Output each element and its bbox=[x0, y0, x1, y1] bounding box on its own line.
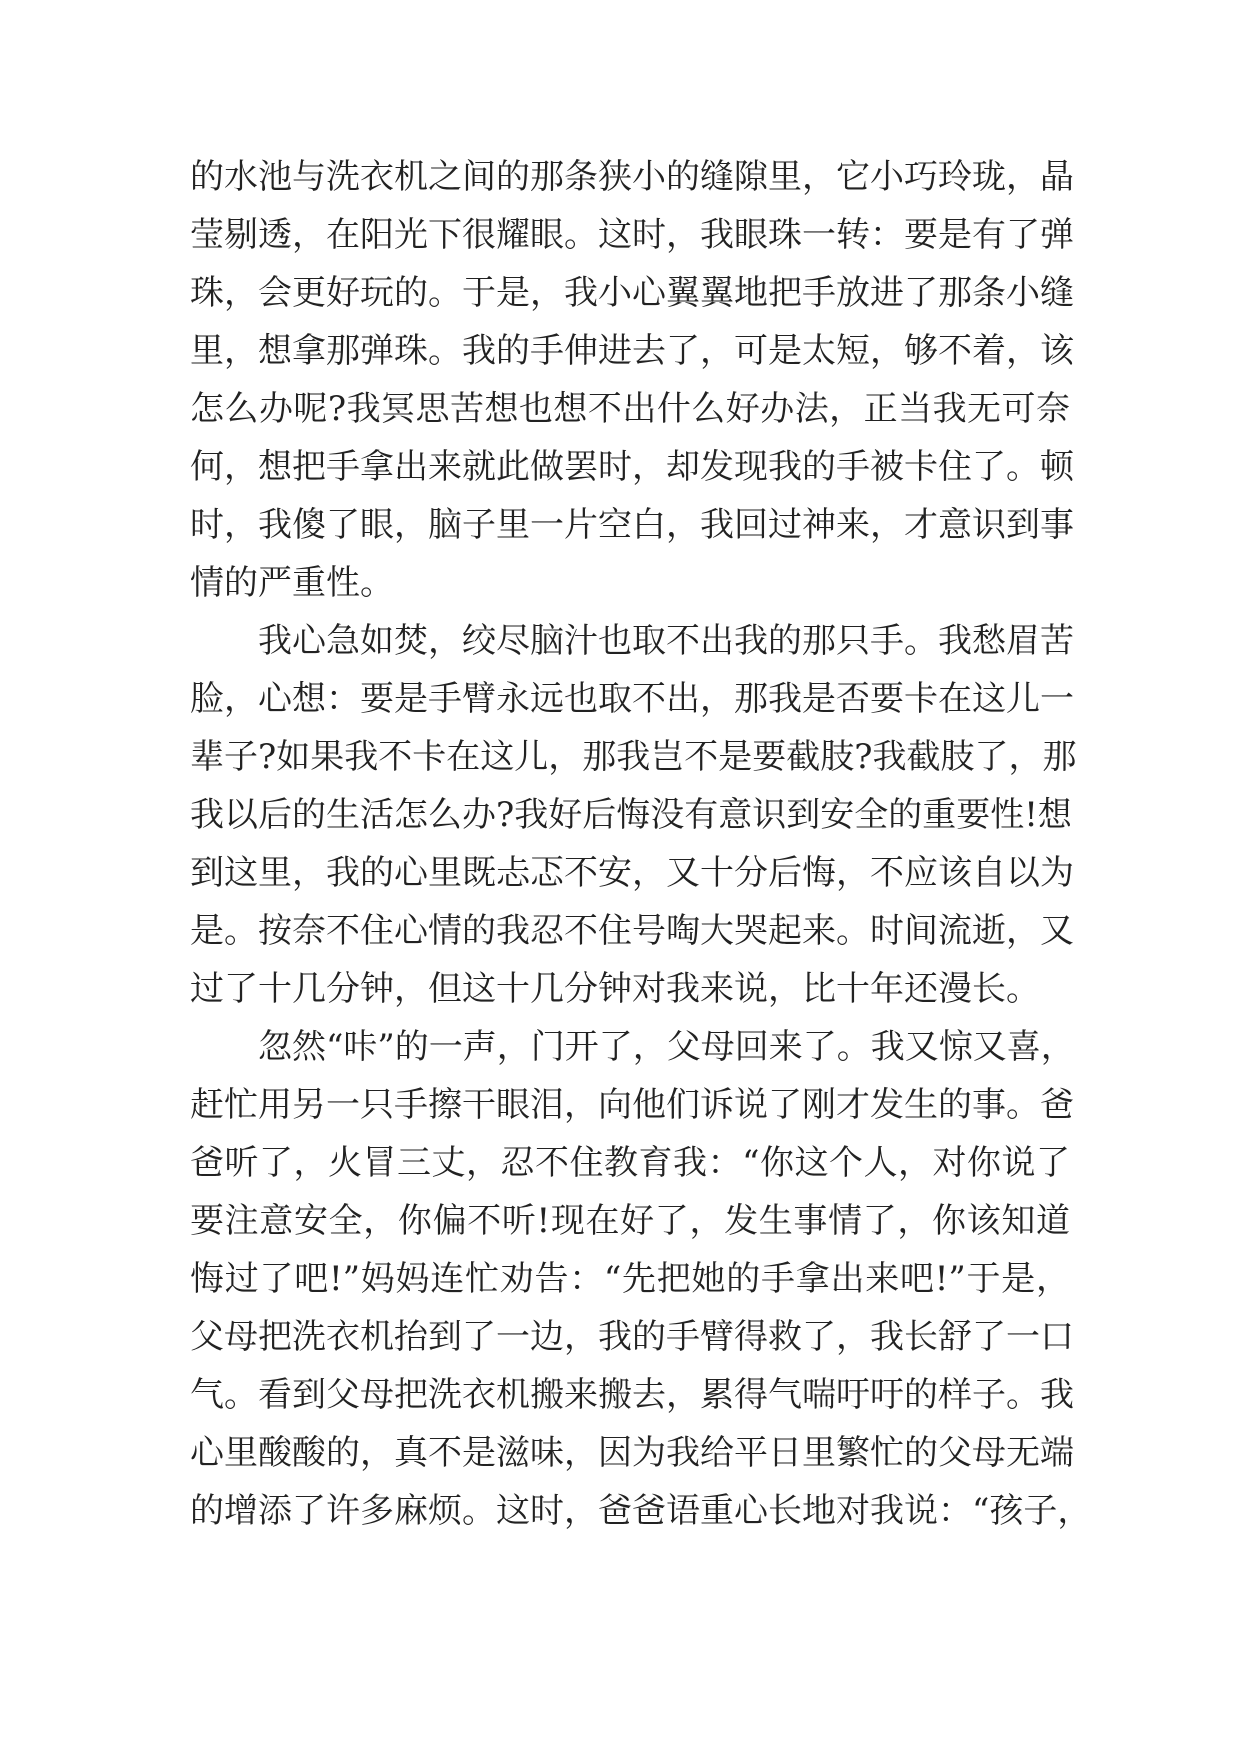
text-line: 心里酸酸的，真不是滋味，因为我给平日里繁忙的父母无端 bbox=[190, 1433, 1074, 1473]
text-line: 珠，会更好玩的。于是，我小心翼翼地把手放进了那条小缝 bbox=[190, 273, 1074, 313]
text-line: 莹剔透，在阳光下很耀眼。这时，我眼珠一转：要是有了弹 bbox=[190, 215, 1074, 255]
paragraph-2 bbox=[190, 612, 1077, 1018]
text-line: 我心急如焚，绞尽脑汁也取不出我的那只手。我愁眉苦 bbox=[190, 621, 1074, 661]
text-line: 脸，心想：要是手臂永远也取不出，那我是否要卡在这儿一 bbox=[190, 679, 1074, 719]
text-line: 辈子?如果我不卡在这儿，那我岂不是要截肢?我截肢了，那 bbox=[190, 737, 1077, 777]
text-line: 时，我傻了眼，脑子里一片空白，我回过神来，才意识到事 bbox=[190, 505, 1074, 545]
text-line: 到这里，我的心里既忐忑不安，又十分后悔，不应该自以为 bbox=[190, 853, 1074, 893]
text-line: 过了十几分钟，但这十几分钟对我来说，比十年还漫长。 bbox=[190, 969, 1040, 1009]
text-line: 我以后的生活怎么办?我好后悔没有意识到安全的重要性!想 bbox=[190, 795, 1072, 835]
text-line: 怎么办呢?我冥思苦想也想不出什么好办法，正当我无可奈 bbox=[190, 389, 1070, 429]
text-line: 要注意安全，你偏不听!现在好了，发生事情了，你该知道 bbox=[190, 1201, 1070, 1241]
text-line: 是。按奈不住心情的我忍不住号啕大哭起来。时间流逝，又 bbox=[190, 911, 1074, 951]
text-line: 情的严重性。 bbox=[190, 563, 394, 603]
text-line: 悔过了吧!”妈妈连忙劝告：“先把她的手拿出来吧!”于是， bbox=[190, 1259, 1070, 1299]
body-text bbox=[190, 148, 1092, 1540]
text-line: 爸听了，火冒三丈，忍不住教育我：“你这个人，对你说了 bbox=[190, 1143, 1070, 1183]
paragraph-3 bbox=[190, 1018, 1092, 1540]
text-line: 忽然“咔”的一声，门开了，父母回来了。我又惊又喜， bbox=[190, 1027, 1075, 1067]
text-line: 赶忙用另一只手擦干眼泪，向他们诉说了刚才发生的事。爸 bbox=[190, 1085, 1074, 1125]
text-line: 里，想拿那弹珠。我的手伸进去了，可是太短，够不着，该 bbox=[190, 331, 1074, 371]
text-line: 父母把洗衣机抬到了一边，我的手臂得救了，我长舒了一口 bbox=[190, 1317, 1074, 1357]
text-line: 的增添了许多麻烦。这时，爸爸语重心长地对我说：“孩子， bbox=[190, 1491, 1092, 1531]
text-line: 何，想把手拿出来就此做罢时，却发现我的手被卡住了。顿 bbox=[190, 447, 1074, 487]
text-line: 的水池与洗衣机之间的那条狭小的缝隙里，它小巧玲珑，晶 bbox=[190, 157, 1074, 197]
text-line: 气。看到父母把洗衣机搬来搬去，累得气喘吁吁的样子。我 bbox=[190, 1375, 1074, 1415]
paragraph-1 bbox=[190, 148, 1074, 612]
